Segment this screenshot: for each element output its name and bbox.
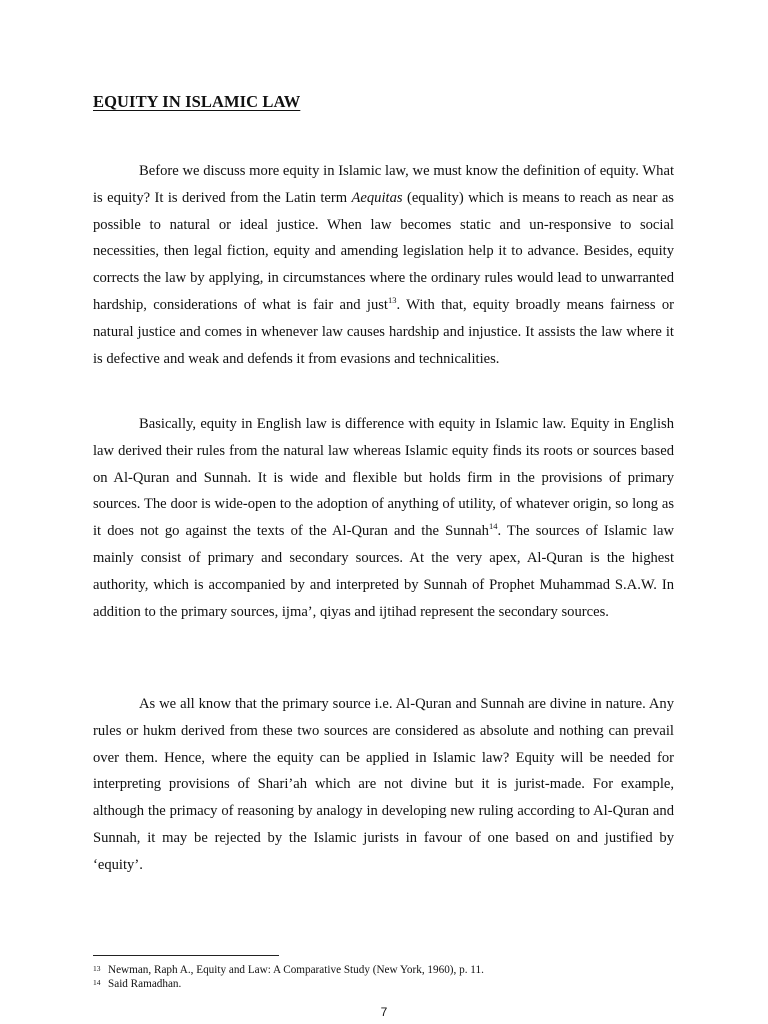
footnote-number: 14 bbox=[93, 978, 101, 987]
latin-term: Aequitas bbox=[351, 189, 403, 206]
page-number: 7 bbox=[380, 1005, 388, 1019]
paragraph-english-vs-islamic-equity bbox=[93, 411, 674, 625]
footnote-14 bbox=[93, 977, 181, 991]
paragraph-text: As we all know that the primary source i.e. Al-Quran and Sunnah are divine in nature. Any rules or hukm derived from these two sources are considered as absolute and nothing can prevail over them. Hence, where the equity can be applied in Islamic law? Equity will be needed for interpreting provisions of Shari’ah which are not divine but it is jurist-made. For example, although the primacy of reasoning by analogy in developing new ruling according to Al-Quran and Sunnah, it may be rejected by the Islamic jurists in favour of one based on and justified by ‘equity’. bbox=[93, 696, 674, 873]
footnote-13 bbox=[93, 963, 484, 977]
paragraph-text: . The sources of Islamic law mainly consist of primary and secondary sources. At the very apex, Al-Quran is the highest authority, which is accompanied by and interpreted by Sunnah of Prophet Muhammad S.A.W. In addition to the primary sources, ijma’, qiyas and ijtihad represent the secondary sources. bbox=[93, 523, 675, 620]
footnote-ref-13[interactable]: 13 bbox=[387, 295, 397, 306]
paragraph-text: Basically, equity in English law is difference with equity in Islamic law. Equity in English law derived their rules from the natural law whereas Islamic equity finds its roots or sources based on Al-Quran and Sunnah. It is wide and flexible but holds firm in the provisions of primary sources. The door is wide-open to the adoption of anything of utility, of whatever origin, so long as it does not go against the texts of the Al-Quran and the Sunnah bbox=[93, 416, 674, 540]
paragraph-text: . With that, equity broadly means fairness or natural justice and comes in whenever law causes hardship and injustice. It assists the law where it is defective and weak and defends it from evasions and technicalities. bbox=[93, 296, 674, 367]
footnote-divider bbox=[93, 955, 279, 956]
footnote-text: Newman, Raph A., Equity and Law: A Comparative Study (New York, 1960), p. 11. bbox=[108, 964, 484, 976]
paragraph-text: Before we discuss more equity in Islamic law, we must know the definition of equity. What is equity? It is derived from the Latin term bbox=[93, 163, 674, 206]
footnote-text: Said Ramadhan. bbox=[108, 978, 182, 990]
paragraph-definition-of-equity bbox=[93, 158, 674, 372]
footnote-number: 13 bbox=[93, 964, 101, 973]
footnote-ref-14[interactable]: 14 bbox=[488, 521, 498, 532]
paragraph-text: (equality) which is means to reach as near as possible to natural or ideal justice. When law becomes static and un-responsive to social necessities, then legal fiction, equity and amending legislation help it to advance. Besides, equity corrects the law by applying, in circumstances where the ordinary rules would lead to unwarranted hardship, considerations of what is fair and just bbox=[93, 189, 674, 313]
paragraph-primary-sources bbox=[93, 691, 674, 879]
page-title: EQUITY IN ISLAMIC LAW bbox=[93, 92, 301, 111]
